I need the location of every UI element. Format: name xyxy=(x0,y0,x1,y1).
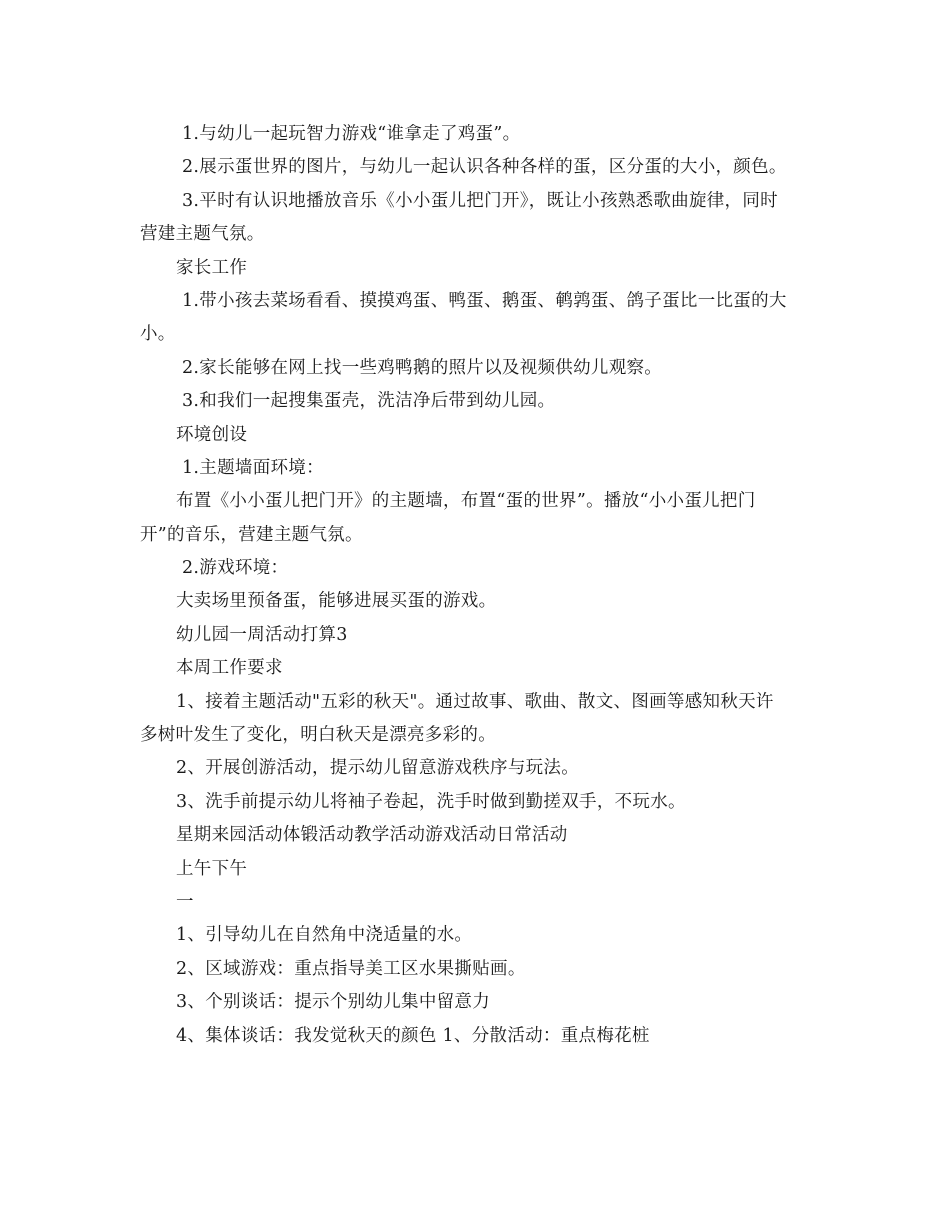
text-line: 3、个别谈话：提示个别幼儿集中留意力 xyxy=(176,992,491,1013)
text-line: 3、洗手前提示幼儿将袖子卷起，洗手时做到勤搓双手，不玩水。 xyxy=(176,791,686,812)
text-line: 多树叶发生了变化，明白秋天是漂亮多彩的。 xyxy=(140,725,496,746)
text-line: 小。 xyxy=(140,324,176,345)
text-line: 4、集体谈话：我发觉秋天的颜色 1、分散活动：重点梅花桩 xyxy=(176,1025,650,1046)
text-line: 布置《小小蛋儿把门开》的主题墙，布置“蛋的世界”。播放“小小蛋儿把门 xyxy=(176,491,756,512)
section-heading: 家长工作 xyxy=(176,257,248,278)
text-line: 1.带小孩去菜场看看、摸摸鸡蛋、鸭蛋、鹅蛋、鹌鹑蛋、鸽子蛋比一比蛋的大 xyxy=(182,290,787,311)
text-line: 开”的音乐，营建主题气氛。 xyxy=(140,524,363,545)
text-line: 3.平时有认识地播放音乐《小小蛋儿把门开》，既让小孩熟悉歌曲旋律，同时 xyxy=(182,190,778,211)
section-heading: 本周工作要求 xyxy=(176,658,283,679)
section-heading: 环境创设 xyxy=(176,424,248,445)
section-heading: 幼儿园一周活动打算3 xyxy=(176,624,348,645)
text-line: 1.主题墙面环境： xyxy=(182,457,324,478)
text-line: 大卖场里预备蛋，能够进展买蛋的游戏。 xyxy=(176,591,497,612)
text-line: 营建主题气氛。 xyxy=(140,224,265,245)
text-line: 1、接着主题活动"五彩的秋天"。通过故事、歌曲、散文、图画等感知秋天许 xyxy=(176,691,774,712)
text-line: 3.和我们一起搜集蛋壳，洗洁净后带到幼儿园。 xyxy=(182,391,556,412)
text-line: 星期来园活动体锻活动教学活动游戏活动日常活动 xyxy=(176,825,568,846)
text-line: 1.与幼儿一起玩智力游戏“谁拿走了鸡蛋”。 xyxy=(182,124,521,144)
text-line: 2.游戏环境： xyxy=(182,558,289,579)
text-line: 1、引导幼儿在自然角中浇适量的水。 xyxy=(176,925,473,946)
document-body xyxy=(140,118,815,1053)
text-line: 2.家长能够在网上找一些鸡鸭鹅的照片以及视频供幼儿观察。 xyxy=(182,357,663,378)
text-line: 2、区域游戏：重点指导美工区水果撕贴画。 xyxy=(176,958,526,979)
text-line: 2、开展创游活动，提示幼儿留意游戏秩序与玩法。 xyxy=(176,758,580,779)
text-line: 一 xyxy=(176,891,194,912)
text-line: 上午下午 xyxy=(176,858,248,879)
text-line: 2.展示蛋世界的图片，与幼儿一起认识各种各样的蛋，区分蛋的大小，颜色。 xyxy=(182,157,787,178)
